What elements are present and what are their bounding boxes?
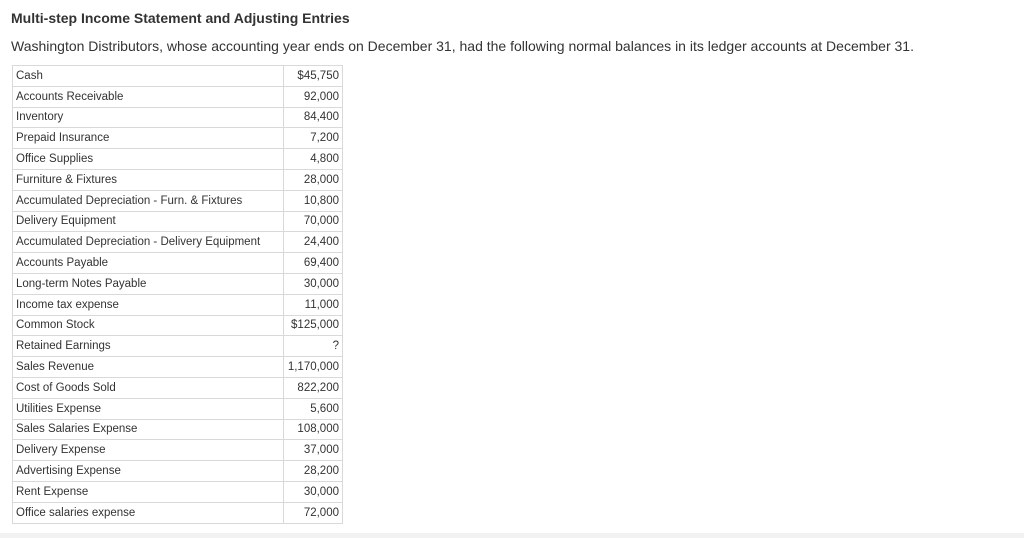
account-balance: 30,000 xyxy=(284,481,343,502)
account-balance: 30,000 xyxy=(284,273,343,294)
account-balance: 28,200 xyxy=(284,461,343,482)
intro-text: Washington Distributors, whose accounting year ends on December 31, had the following normal balances in its ledger accounts at December 31. xyxy=(11,38,914,54)
account-balance: 822,200 xyxy=(284,377,343,398)
account-name: Accumulated Depreciation - Delivery Equipment xyxy=(13,232,284,253)
ledger-row xyxy=(13,419,343,440)
account-name: Inventory xyxy=(13,107,284,128)
ledger-row xyxy=(13,357,343,378)
ledger-table-body xyxy=(13,66,343,524)
account-balance: 108,000 xyxy=(284,419,343,440)
account-name: Accumulated Depreciation - Furn. & Fixtures xyxy=(13,190,284,211)
account-name: Advertising Expense xyxy=(13,461,284,482)
account-name: Retained Earnings xyxy=(13,336,284,357)
account-name: Office salaries expense xyxy=(13,502,284,523)
ledger-row xyxy=(13,294,343,315)
ledger-row xyxy=(13,149,343,170)
ledger-row xyxy=(13,315,343,336)
account-name: Accounts Payable xyxy=(13,253,284,274)
account-balance: 28,000 xyxy=(284,169,343,190)
bottom-divider xyxy=(0,533,1024,538)
ledger-row xyxy=(13,502,343,523)
page-title: Multi-step Income Statement and Adjusting Entries xyxy=(11,10,350,26)
ledger-table xyxy=(12,65,343,524)
account-name: Cash xyxy=(13,66,284,87)
ledger-row xyxy=(13,128,343,149)
account-balance: 24,400 xyxy=(284,232,343,253)
account-name: Accounts Receivable xyxy=(13,86,284,107)
account-name: Utilities Expense xyxy=(13,398,284,419)
ledger-row xyxy=(13,86,343,107)
account-name: Prepaid Insurance xyxy=(13,128,284,149)
ledger-row xyxy=(13,440,343,461)
ledger-row xyxy=(13,336,343,357)
ledger-row xyxy=(13,66,343,87)
ledger-row xyxy=(13,398,343,419)
account-name: Long-term Notes Payable xyxy=(13,273,284,294)
account-balance: 72,000 xyxy=(284,502,343,523)
account-balance: 4,800 xyxy=(284,149,343,170)
account-name: Common Stock xyxy=(13,315,284,336)
account-name: Income tax expense xyxy=(13,294,284,315)
account-balance: 11,000 xyxy=(284,294,343,315)
account-balance: 84,400 xyxy=(284,107,343,128)
account-name: Delivery Expense xyxy=(13,440,284,461)
account-balance: 7,200 xyxy=(284,128,343,149)
ledger-row xyxy=(13,253,343,274)
account-balance: 5,600 xyxy=(284,398,343,419)
ledger-row xyxy=(13,461,343,482)
account-balance: ? xyxy=(284,336,343,357)
account-balance: $45,750 xyxy=(284,66,343,87)
ledger-row xyxy=(13,481,343,502)
account-balance: 70,000 xyxy=(284,211,343,232)
account-balance: 1,170,000 xyxy=(284,357,343,378)
ledger-row xyxy=(13,232,343,253)
account-balance: 10,800 xyxy=(284,190,343,211)
account-balance: $125,000 xyxy=(284,315,343,336)
account-name: Sales Revenue xyxy=(13,357,284,378)
account-name: Cost of Goods Sold xyxy=(13,377,284,398)
account-balance: 37,000 xyxy=(284,440,343,461)
account-name: Delivery Equipment xyxy=(13,211,284,232)
account-name: Office Supplies xyxy=(13,149,284,170)
ledger-row xyxy=(13,273,343,294)
ledger-row xyxy=(13,190,343,211)
ledger-row xyxy=(13,211,343,232)
ledger-row xyxy=(13,107,343,128)
account-name: Sales Salaries Expense xyxy=(13,419,284,440)
account-name: Furniture & Fixtures xyxy=(13,169,284,190)
account-balance: 69,400 xyxy=(284,253,343,274)
ledger-row xyxy=(13,377,343,398)
account-name: Rent Expense xyxy=(13,481,284,502)
account-balance: 92,000 xyxy=(284,86,343,107)
ledger-row xyxy=(13,169,343,190)
